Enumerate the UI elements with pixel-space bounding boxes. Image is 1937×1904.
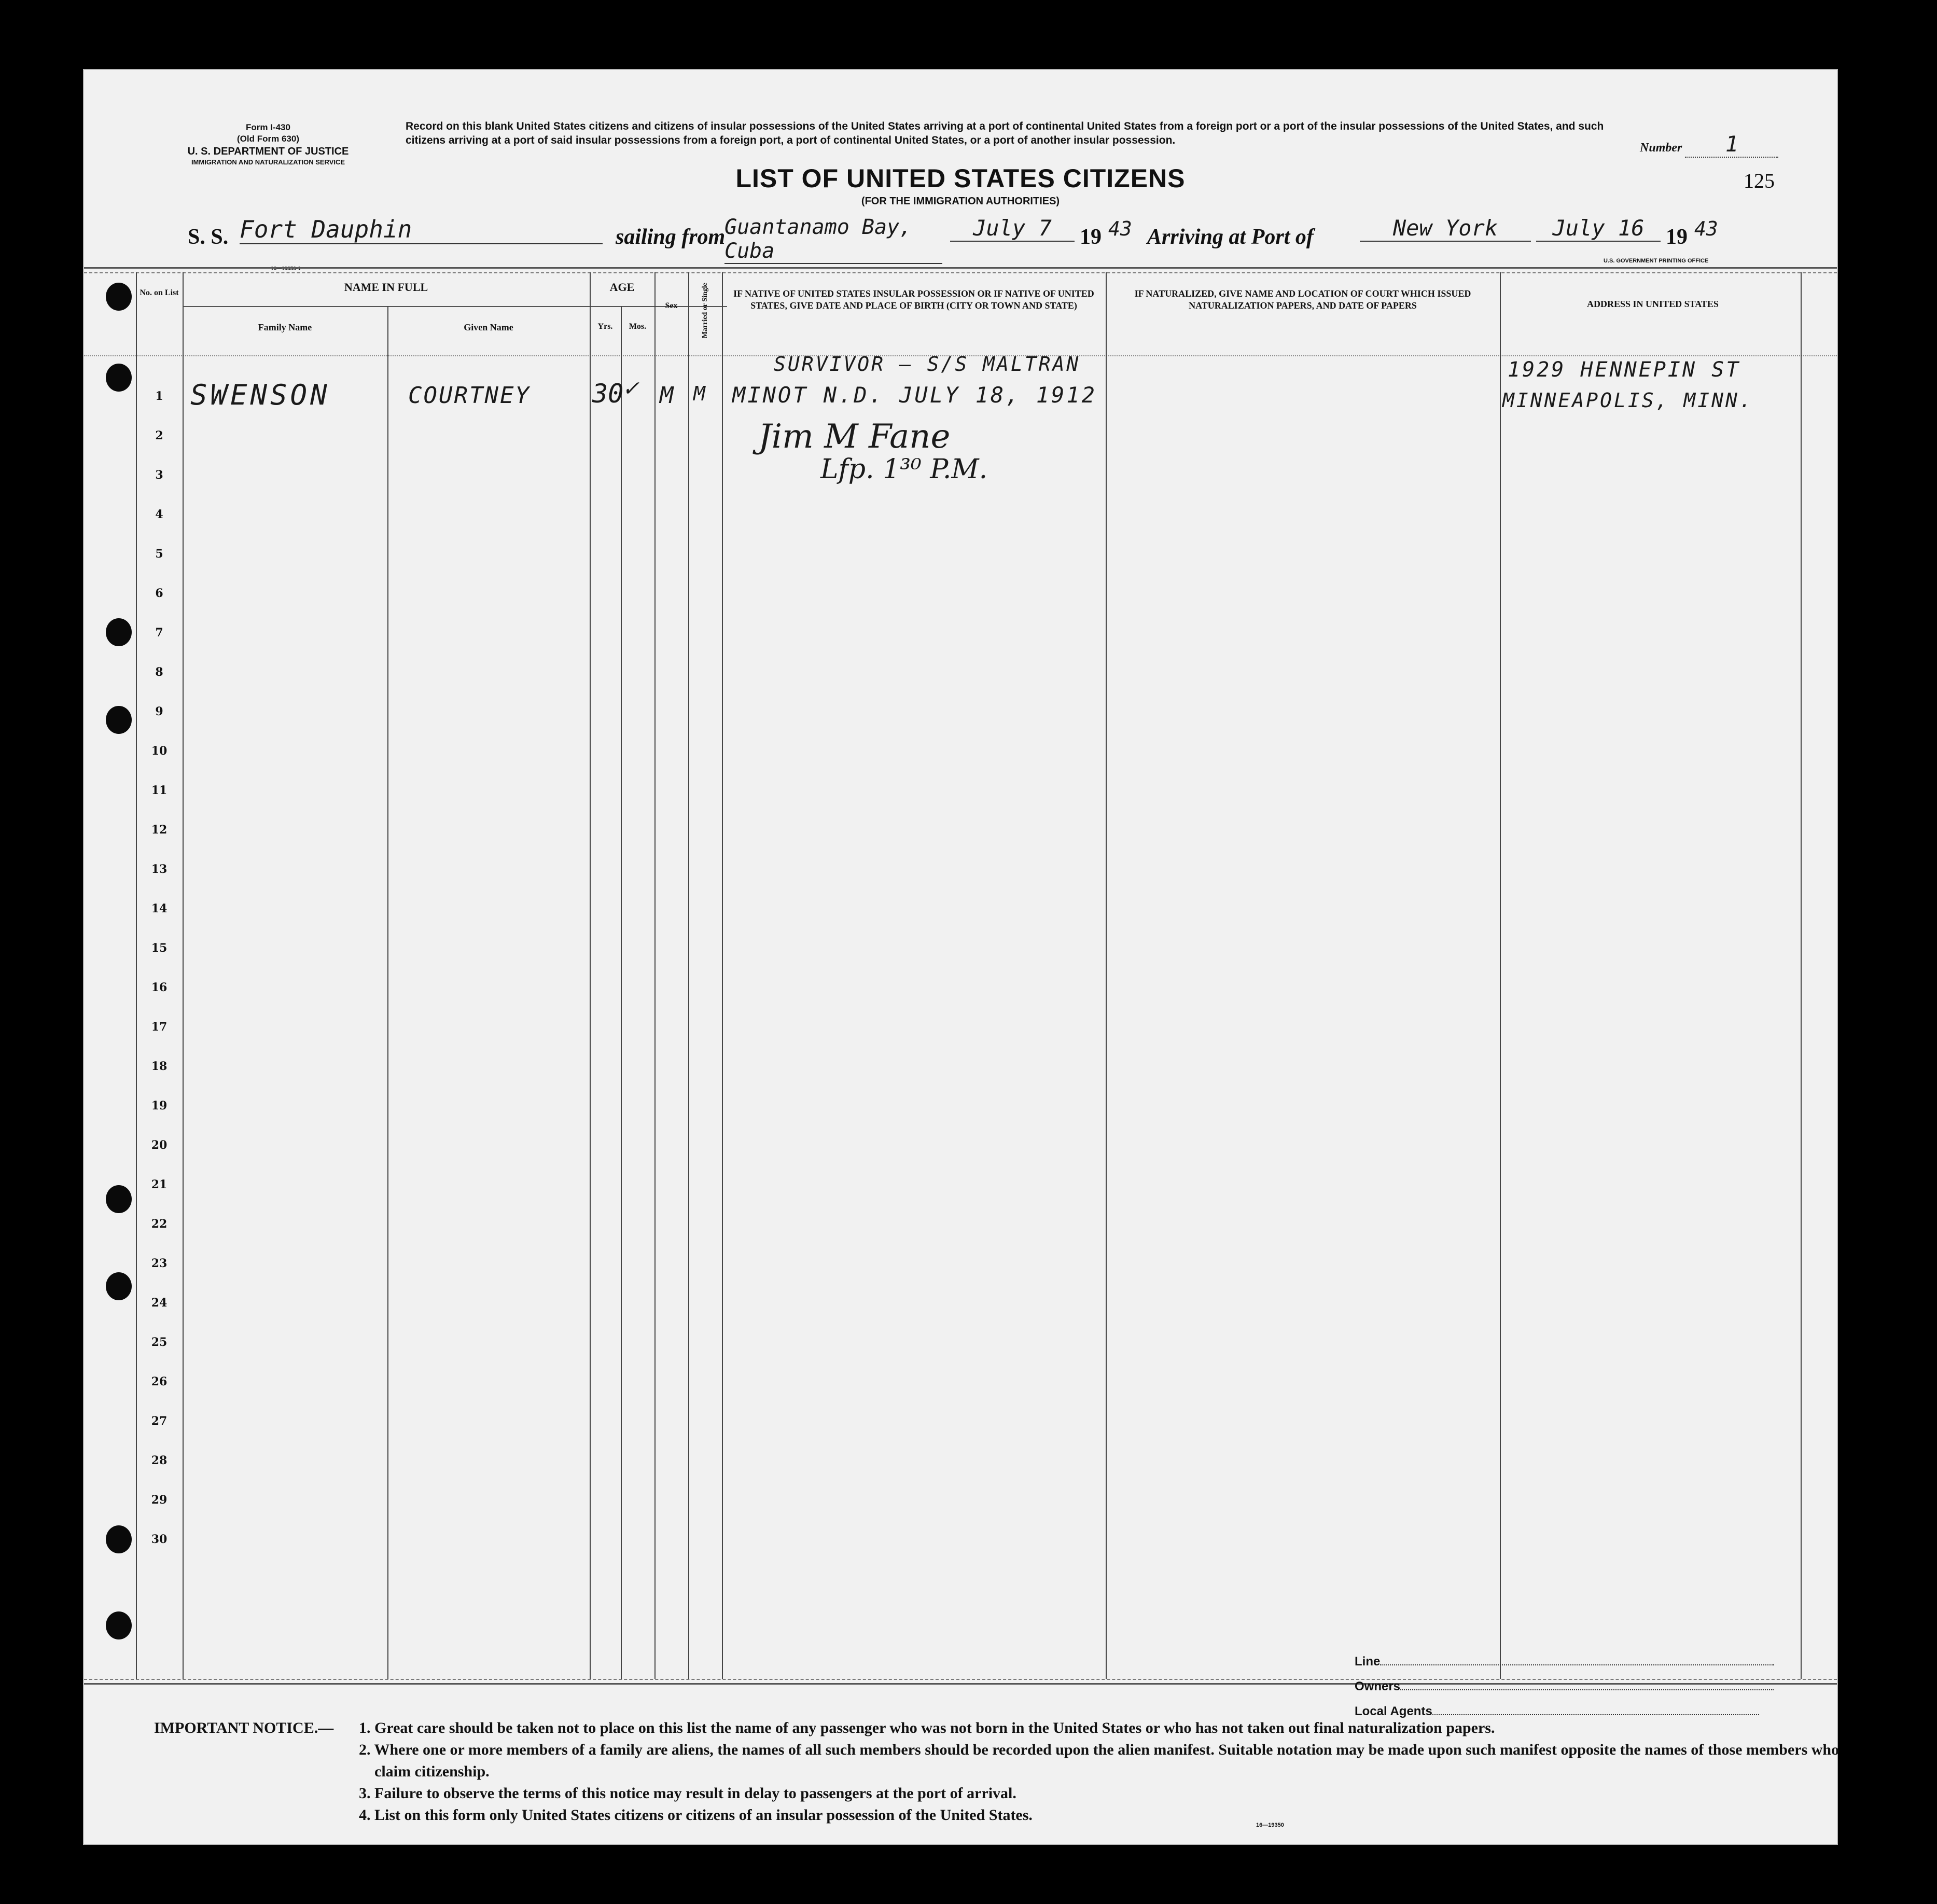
row-number: 27	[151, 1414, 168, 1428]
row-number: 10	[151, 744, 168, 758]
sailing-from: Guantanamo Bay, Cuba	[724, 215, 942, 264]
row-number: 19	[151, 1099, 168, 1113]
entry-check-mark: ✓	[623, 373, 638, 401]
entry-sex: M	[660, 382, 674, 409]
manifest-table	[84, 267, 1837, 1683]
entry-note: SURVIVOR — S/S MALTRAN	[774, 353, 1081, 376]
form-code: 16—19350-1	[271, 266, 301, 272]
row-number: 15	[151, 941, 168, 955]
arriving-label: Arriving at Port of	[1147, 225, 1314, 249]
row-number: 4	[155, 508, 163, 521]
row-number: 11	[151, 784, 168, 797]
notice-items	[359, 1717, 1847, 1826]
owners-label: Owners	[1355, 1679, 1401, 1693]
row-number: 7	[155, 626, 163, 640]
arrival-year: 43	[1694, 217, 1718, 240]
form-number: Form I-430	[246, 122, 290, 132]
notice-item: 3. Failure to observe the terms of this notice may result in delay to passengers at the port of arrival.	[359, 1785, 1016, 1802]
entry-signature: Jim M Fane	[758, 418, 951, 456]
service: IMMIGRATION AND NATURALIZATION SERVICE	[191, 158, 345, 166]
entry-married-single: M	[693, 382, 705, 405]
ship-name: Fort Dauphin	[240, 215, 603, 244]
row-number: 6	[155, 587, 163, 600]
ss-label: S. S.	[188, 225, 229, 249]
old-form: (Old Form 630)	[237, 134, 299, 144]
entry-address-line2: MINNEAPOLIS, MINN.	[1502, 389, 1753, 412]
owners-field	[1355, 1674, 1795, 1699]
page-subtitle: (FOR THE IMMIGRATION AUTHORITIES)	[861, 196, 1060, 207]
row-number: 2	[155, 429, 163, 442]
row-number: 12	[151, 823, 168, 837]
row-number: 16	[151, 981, 168, 994]
col-family-name: Family Name	[258, 322, 312, 332]
number-label: Number	[1640, 141, 1682, 155]
arrival-date: July 16	[1536, 215, 1661, 242]
sail-year: 43	[1108, 217, 1132, 240]
entry-given-name: COURTNEY	[408, 382, 531, 409]
row-number: 25	[151, 1336, 168, 1349]
row-number: 23	[151, 1257, 168, 1270]
notice-item: 2. Where one or more members of a family are aliens, the names of all such members should be recorded upon the alien manifest. Suitable notation may be made upon such manifest opposite the names of those members who claim citizenship.	[359, 1741, 1840, 1780]
row-number: 28	[151, 1454, 168, 1467]
row-number: 24	[151, 1296, 168, 1310]
col-mos: Mos.	[629, 322, 647, 331]
row-number: 3	[155, 468, 163, 482]
agents-block	[1355, 1649, 1795, 1724]
page-title: LIST OF UNITED STATES CITIZENS	[735, 164, 1186, 193]
row-number: 8	[155, 665, 163, 679]
instructions: Record on this blank United States citizens and citizens of insular possessions of the United States arriving at a port of continental United States from a foreign port or a port of the insular possessions of the United States, and such citizens arriving at a port of said insular possessions from a foreign port, a port of continental United States, or a port of another insular possession.	[406, 120, 1604, 147]
arrival-year-prefix: 19	[1666, 225, 1688, 249]
col-name-in-full: NAME IN FULL	[344, 281, 428, 294]
form-code-bottom: 16—19350	[1256, 1822, 1284, 1828]
row-number: 22	[151, 1217, 168, 1231]
row-number: 1	[155, 390, 163, 403]
entry-address-line1: 1929 HENNEPIN ST	[1508, 358, 1741, 382]
sail-date: July 7	[950, 215, 1075, 242]
number-field	[1640, 131, 1811, 158]
row-number: 13	[151, 863, 168, 876]
col-yrs: Yrs.	[597, 322, 613, 331]
col-address: ADDRESS IN UNITED STATES	[1587, 299, 1719, 309]
line-label: Line	[1355, 1655, 1381, 1669]
col-no-on-list: No. on List	[140, 288, 179, 297]
department: U. S. DEPARTMENT OF JUSTICE	[187, 146, 349, 158]
col-married-single: Married or Single	[701, 283, 709, 339]
row-number: 17	[151, 1020, 168, 1034]
row-number: 5	[155, 547, 163, 561]
col-native-birth: IF NATIVE OF UNITED STATES INSULAR POSSESSION OR IF NATIVE OF UNITED STATES, GIVE DATE AND PLACE OF BIRTH (CITY OR TOWN AND STATE)	[733, 288, 1094, 311]
form-info	[183, 122, 354, 167]
arrival-port: New York	[1360, 215, 1531, 242]
entry-birth: MINOT N.D. JULY 18, 1912	[732, 382, 1097, 408]
sailing-label: sailing from	[616, 225, 726, 249]
gpo-credit: U.S. GOVERNMENT PRINTING OFFICE	[1604, 258, 1709, 264]
sail-year-prefix: 19	[1080, 225, 1102, 249]
col-naturalized: IF NATURALIZED, GIVE NAME AND LOCATION OF COURT WHICH ISSUED NATURALIZATION PAPERS, AND DATE OF PAPERS	[1134, 288, 1471, 311]
row-number: 9	[155, 705, 163, 718]
row-number: 18	[151, 1060, 168, 1073]
row-number: 26	[151, 1375, 168, 1388]
line-field	[1355, 1649, 1795, 1674]
entry-family-name: SWENSON	[190, 379, 330, 411]
row-number: 30	[151, 1533, 168, 1546]
entry-time-note: Lfp. 1³⁰ P.M.	[820, 454, 988, 485]
page-number: 125	[1744, 169, 1775, 192]
entry-age-years: 30	[592, 379, 624, 409]
row-number: 20	[151, 1138, 168, 1152]
document-page	[83, 69, 1838, 1845]
row-number: 29	[151, 1493, 168, 1507]
row-number: 14	[151, 902, 168, 915]
number-value: 1	[1685, 131, 1778, 158]
row-number: 21	[151, 1178, 168, 1191]
col-age: AGE	[609, 281, 635, 294]
col-given-name: Given Name	[464, 322, 513, 332]
notice-item: 1. Great care should be taken not to place on this list the name of any passenger who was not born in the United States or who has not taken out final naturalization papers.	[359, 1719, 1495, 1736]
col-sex: Sex	[665, 301, 678, 310]
notice-label: IMPORTANT NOTICE.—	[154, 1719, 334, 1736]
notice-item: 4. List on this form only United States citizens or citizens of an insular possession of the United States.	[359, 1806, 1033, 1824]
agents-label: Local Agents	[1355, 1704, 1432, 1718]
